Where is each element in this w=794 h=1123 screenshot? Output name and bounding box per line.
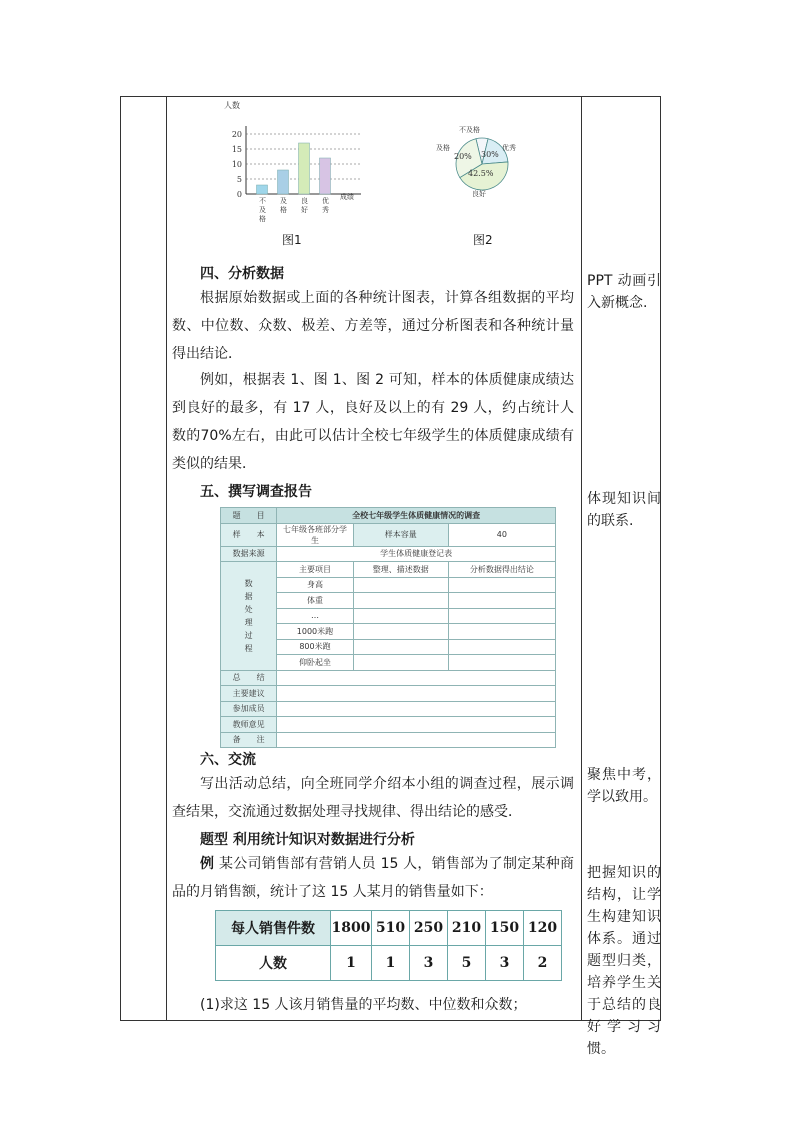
column-divider-right: [581, 96, 582, 1021]
sales-cell: 1800: [331, 911, 372, 946]
bar-2: [299, 143, 310, 194]
pie-pct-excellent: 30%: [481, 150, 499, 159]
pie-label-pass: 及格: [436, 144, 450, 152]
y-tick-label: 20: [231, 130, 242, 139]
section4-heading: 四、分析数据: [200, 266, 284, 282]
sales-table: [215, 910, 562, 981]
report-item: 仰卧起坐: [277, 655, 354, 671]
report-remark-label: 备 注: [221, 732, 277, 748]
report-members-label: 参加成员: [221, 701, 277, 717]
column-divider-left: [166, 96, 167, 1021]
sales-cell: 1: [372, 946, 410, 981]
report-source-label: 数据来源: [221, 546, 277, 562]
side-note-3: 聚焦中考，学以致用。: [587, 767, 661, 805]
sales-row1-label: 每人销售件数: [216, 911, 331, 946]
x-category-label: 不及格: [259, 197, 266, 223]
y-tick-label: 0: [236, 190, 242, 199]
report-title-label: 题 目: [221, 508, 277, 524]
section4-paragraph2: 例如，根据表 1、图 1、图 2 可知，样本的体质健康成绩达到良好的最多，有 17 人，良好及以上的有 29 人，约占统计人数的70%左右，由此可以估计全校七年级学生的体质健康成绩有类似的结果．: [172, 372, 574, 472]
side-note-2: 体现知识间的联系.: [587, 491, 661, 529]
report-col-item: 主要项目: [277, 562, 354, 578]
report-teacher-label: 教师意见: [221, 717, 277, 733]
report-item: 800米跑: [277, 639, 354, 655]
report-sample-value: 七年级各班部分学生: [277, 523, 354, 546]
report-capacity-value: 40: [448, 523, 555, 546]
pie-pct-good: 42.5%: [468, 169, 494, 178]
survey-report-table: [220, 507, 556, 748]
report-capacity-label: 样本容量: [353, 523, 448, 546]
section4-paragraph1: 根据原始数据或上面的各种统计图表，计算各组数据的平均数、中位数、众数、极差、方差等，通过分析图表和各种统计量得出结论．: [172, 290, 574, 362]
report-suggest-label: 主要建议: [221, 686, 277, 702]
example-label: 例: [200, 856, 215, 872]
x-category-label: 及格: [280, 197, 287, 214]
example-heading: 题型 利用统计知识对数据进行分析: [200, 832, 415, 848]
figure1-caption: 图1: [282, 233, 302, 247]
sales-row2-label: 人数: [216, 946, 331, 981]
figure2-caption: 图2: [473, 233, 493, 247]
sales-cell: 3: [410, 946, 448, 981]
pie-label-not-pass: 不及格: [459, 126, 480, 134]
section6-heading: 六、交流: [200, 752, 256, 768]
y-axis-label: 人数: [224, 101, 240, 110]
report-title-value: 全校七年级学生体质健康情况的调查: [277, 508, 556, 524]
y-tick-label: 15: [231, 145, 242, 154]
report-col-conclusion: 分析数据得出结论: [448, 562, 555, 578]
y-tick-label: 5: [236, 175, 242, 184]
sales-cell: 5: [448, 946, 486, 981]
report-item: 身高: [277, 577, 354, 593]
sales-cell: 1: [331, 946, 372, 981]
report-source-value: 学生体质健康登记表: [277, 546, 556, 562]
bar-0: [257, 185, 268, 194]
report-item: 1000米跑: [277, 624, 354, 640]
example-body: 某公司销售部有营销人员 15 人，销售部为了制定某种商品的月销售额，统计了这 15 人某月的销售量如下：: [172, 856, 574, 900]
sales-cell: 120: [524, 911, 562, 946]
pie-chart-figure: [432, 122, 532, 202]
report-summary-label: 总 结: [221, 670, 277, 686]
sales-cell: 210: [448, 911, 486, 946]
x-category-label: 优秀: [322, 197, 329, 214]
side-note-4: 把握知识的结构，让学生构建知识体系。通过题型归类，培养学生关于总结的良好学习习惯。: [587, 865, 661, 1057]
sales-cell: 250: [410, 911, 448, 946]
bar-1: [278, 170, 289, 194]
x-axis-label: 成绩: [340, 193, 354, 201]
example-question: (1)求这 15 人该月销售量的平均数、中位数和众数；: [200, 997, 527, 1013]
report-sample-label: 样 本: [221, 523, 277, 546]
sales-cell: 510: [372, 911, 410, 946]
pie-pct-pass: 20%: [454, 152, 472, 161]
bar-3: [320, 158, 331, 194]
side-note-1: PPT 动画引入新概念.: [587, 273, 661, 311]
section5-heading: 五、撰写调查报告: [200, 484, 312, 500]
sales-cell: 150: [486, 911, 524, 946]
section6-paragraph: 写出活动总结，向全班同学介绍本小组的调查过程，展示调查结果，交流通过数据处理寻找规律、得出结论的感受．: [172, 776, 574, 820]
pie-label-good: 良好: [472, 190, 486, 198]
report-item: …: [277, 608, 354, 624]
y-tick-label: 10: [231, 160, 242, 169]
report-item: 体重: [277, 593, 354, 609]
example-text: [172, 850, 574, 906]
report-col-organize: 整理、描述数据: [353, 562, 448, 578]
sales-cell: 3: [486, 946, 524, 981]
report-process-label: 数 据 处 理 过 程: [221, 562, 277, 671]
pie-label-excellent: 优秀: [502, 144, 516, 152]
sales-cell: 2: [524, 946, 562, 981]
bar-chart-figure: [220, 98, 370, 233]
x-category-label: 良好: [301, 197, 308, 214]
